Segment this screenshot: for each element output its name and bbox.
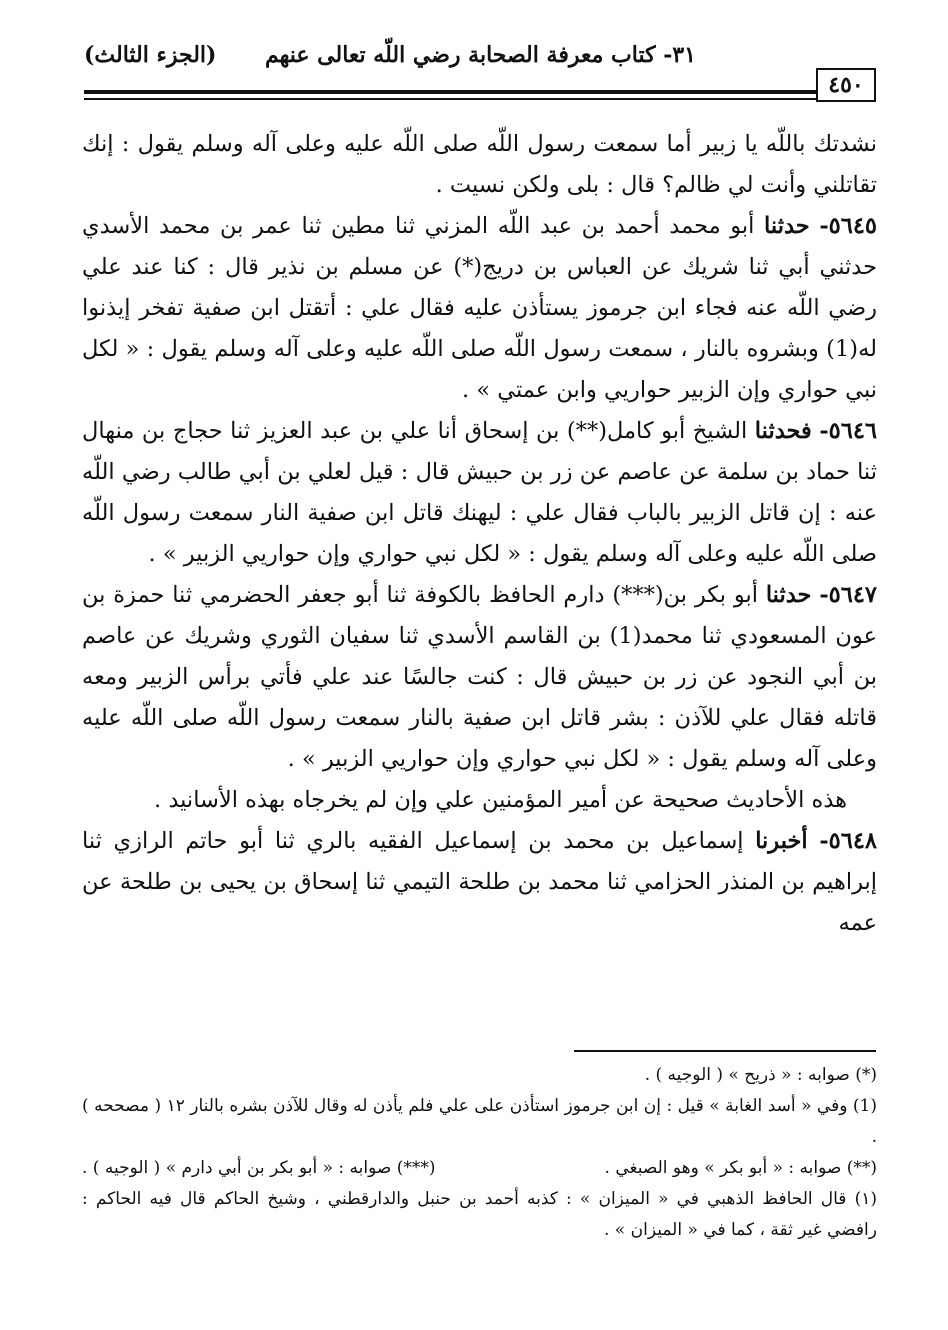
footnote: (1) وفي « أسد الغابة » قيل : إن ابن جرموز استأذن على علي فلم يأذن له وقال للآذن بشره بالنار ١٢ ( مصححه ) . [82,1096,877,1147]
footnote: (١) قال الحافظ الذهبي في « الميزان » : كذبه أحمد بن حنبل والدارقطني ، وشيخ الحاكم قال فيه الحاكم : رافضي غير ثقة ، كما في « الميزان » . [82,1189,877,1240]
footnote: (**) صوابه : « أبو بكر » وهو الصبغي . [604,1158,877,1178]
hadith-lead: فحدثنا [754,418,812,444]
paragraph [82,124,877,206]
hadith-number: ٥٦٤٥- [819,213,877,239]
footnote-separator [574,1050,876,1052]
paragraph-text: أبو محمد أحمد بن عبد اللّه المزني ثنا مطين ثنا عمر بن محمد الأسدي حدثني أبي ثنا شريك عن العباس بن دريج(*) عن مسلم بن نذير قال : كنا عند علي رضي اللّه عنه فجاء ابن جرموز يستأذن عليه فقال علي : أتقتل ابن صفية تفخر إيذنوا له(1) وبشروه بالنار ، سمعت رسول اللّه صلى اللّه عليه وعلى آله وسلم يقول : « لكل نبي حواري وإن الزبير حواريي وابن عمتي » . [82,213,877,403]
hadith-lead: حدثنا [765,582,812,608]
hadith-paragraph [82,821,877,944]
footnote: (*) صوابه : « ذريح » ( الوجيه ) . [644,1065,877,1085]
hadith-lead: حدثنا [764,213,810,239]
main-text [82,124,877,944]
hadith-lead: أخبرنا [755,828,808,854]
book-title: ٣١- كتاب معرفة الصحابة رضي اللّه تعالى عنهم [264,42,696,68]
hadith-paragraph [82,206,877,411]
hadith-number: ٥٦٤٦- [819,418,877,444]
header-rule-thick [84,90,876,94]
page-header [84,40,876,98]
footnote: (***) صوابه : « أبو بكر بن أبي دارم » ( الوجيه ) . [82,1158,436,1178]
volume-label: (الجزء الثالث) [84,42,217,68]
paragraph-text: نشدتك باللّه يا زبير أما سمعت رسول اللّه صلى اللّه عليه وعلى آله وسلم يقول : إنك تقاتلني وأنت لي ظالم؟ قال : بلى ولكن نسيت . [82,131,877,198]
paragraph-text: أبو بكر بن(***) دارم الحافظ بالكوفة ثنا أبو جعفر الحضرمي ثنا حمزة بن عون المسعودي ثنا محمد(1) بن القاسم الأسدي ثنا سفيان الثوري وشريك عن عاصم بن أبي النجود عن زر بن حبيش قال : كنت جالسًا عند علي فأتي برأس الزبير ومعه قاتله فقال علي للآذن : بشر قاتل ابن صفية بالنار سمعت رسول اللّه صلى اللّه عليه وعلى آله وسلم يقول : « لكل نبي حواري وإن حواريي الزبير » . [82,582,877,772]
paragraph-text: الشيخ أبو كامل(**) بن إسحاق أنا علي بن عبد العزيز ثنا حجاج بن منهال ثنا حماد بن سلمة عن عاصم عن زر بن حبيش قال : قيل لعلي بن أبي طالب رضي اللّه عنه : إن قاتل الزبير بالباب فقال علي : ليهنك قاتل ابن صفية النار سمعت رسول اللّه صلى اللّه عليه وعلى آله وسلم يقول : « لكل نبي حواري وإن حواريي الزبير » . [82,418,877,567]
paragraph-text: هذه الأحاديث صحيحة عن أمير المؤمنين علي وإن لم يخرجاه بهذه الأسانيد . [154,787,847,813]
footnote-row [82,1153,877,1184]
footnotes [82,1060,877,1246]
author-comment [82,780,877,821]
page-number: ٤٥٠ [816,68,876,102]
hadith-number: ٥٦٤٧- [819,582,878,608]
paragraph-text: إسماعيل بن محمد بن إسماعيل الفقيه بالري ثنا أبو حاتم الرازي ثنا إبراهيم بن المنذر الحزامي ثنا محمد بن طلحة التيمي ثنا إسحاق بن يحيى بن طلحة عن عمه [82,828,877,936]
hadith-number: ٥٦٤٨- [819,828,877,854]
hadith-paragraph [82,575,877,780]
hadith-paragraph [82,411,877,575]
header-rule-thin [84,98,876,100]
